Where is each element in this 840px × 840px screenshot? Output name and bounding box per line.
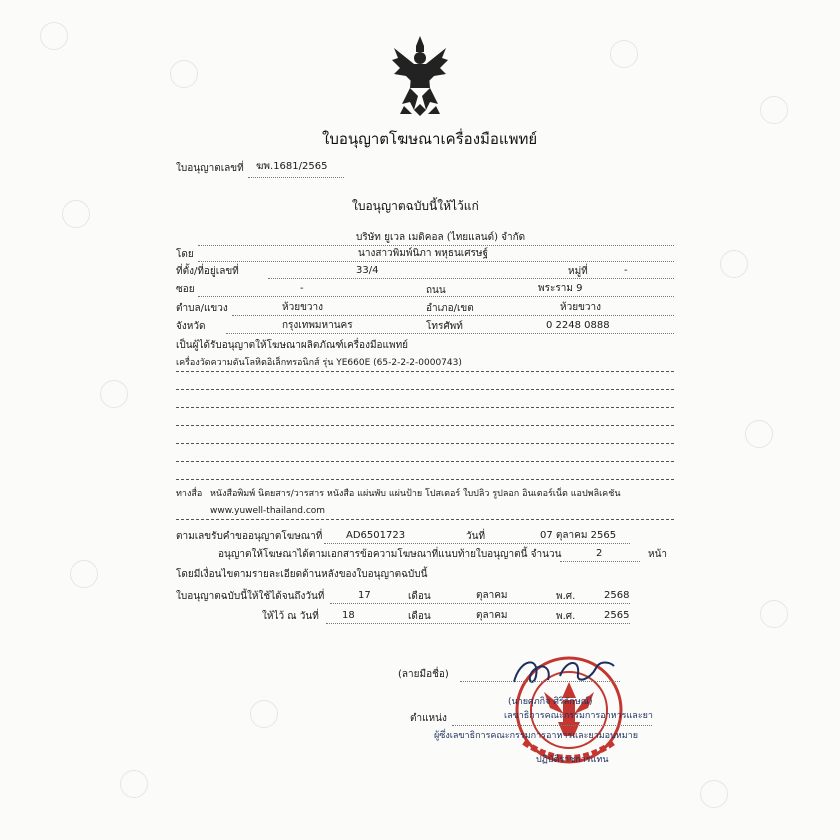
signature-scribble	[500, 652, 630, 692]
watermark	[170, 60, 198, 88]
document-title: ใบอนุญาตโฆษณาเครื่องมือแพทย์	[322, 130, 538, 148]
signer-name: (นายศุภกิจ ศิริลักษณ์)	[508, 697, 593, 707]
watermark	[610, 40, 638, 68]
position-label: ตำแหน่ง	[410, 713, 447, 724]
blank-line	[176, 371, 674, 372]
pages-unit: หน้า	[648, 549, 668, 560]
moo-value: -	[624, 265, 628, 276]
address-number: 33/4	[356, 265, 379, 276]
blank-line	[176, 519, 674, 520]
watermark	[720, 250, 748, 278]
district-label: อำเภอ/เขต	[426, 303, 474, 314]
licensee-statement: เป็นผู้ได้รับอนุญาตให้โฆษณาผลิตภัณฑ์เครื่องมือแพทย์	[176, 340, 409, 351]
watermark	[760, 96, 788, 124]
signer-role: ผู้ซึ่งเลขาธิการคณะกรรมการอาหารและยามอบหมาย	[434, 731, 638, 741]
website: www.yuwell-thailand.com	[210, 506, 326, 516]
license-number-label: ใบอนุญาตเลขที่	[176, 163, 244, 174]
product-name: เครื่องวัดความดันโลหิตอิเล็กทรอนิกส์ รุ่น YE660E (65-2-2-2-0000743)	[176, 358, 462, 368]
issued-on-day: 18	[342, 610, 355, 621]
valid-until-month-label: เดือน	[408, 591, 431, 602]
road-value: พระราม 9	[538, 283, 583, 294]
issued-on-label: ให้ไว้ ณ วันที่	[262, 611, 319, 622]
issued-on-year: 2565	[604, 610, 630, 621]
request-date-label: วันที่	[466, 531, 486, 542]
phone-value: 0 2248 0888	[546, 320, 610, 331]
dotted-line	[330, 603, 630, 604]
district-value: ห้วยขวาง	[560, 302, 602, 313]
province-label: จังหวัด	[176, 321, 206, 332]
soi-value: -	[300, 283, 304, 294]
subdistrict-label: ตำบล/แขวง	[176, 303, 228, 314]
watermark	[120, 770, 148, 798]
blank-line	[176, 389, 674, 390]
road-label: ถนน	[426, 285, 446, 296]
watermark	[70, 560, 98, 588]
moo-label: หมู่ที่	[568, 266, 588, 277]
media-types: หนังสือพิมพ์ นิตยสาร/วารสาร หนังสือ แผ่นพับ แผ่นป้าย โปสเตอร์ ใบปลิว รูปลอก อินเตอร์เน็ต แอปพลิเคชัน	[210, 489, 621, 499]
phone-label: โทรศัพท์	[426, 321, 463, 332]
dotted-line	[198, 296, 674, 297]
watermark	[40, 22, 68, 50]
dotted-line	[460, 681, 620, 682]
dotted-line	[248, 177, 344, 178]
pages-count: 2	[596, 548, 603, 559]
dotted-line	[268, 278, 674, 279]
dotted-line	[232, 315, 674, 316]
media-label: ทางสื่อ	[176, 489, 203, 499]
by-label: โดย	[176, 249, 194, 260]
dotted-line	[198, 245, 674, 246]
company-name: บริษัท ยูเวล เมดิคอล (ไทยแลนด์) จำกัด	[356, 232, 526, 243]
issued-on-month: ตุลาคม	[476, 610, 508, 621]
watermark	[745, 420, 773, 448]
request-number: AD6501723	[346, 530, 406, 541]
signer-title: เลขาธิการคณะกรรมการอาหารและยา	[504, 711, 653, 721]
valid-until-month: ตุลาคม	[476, 590, 508, 601]
granted-heading: ใบอนุญาตฉบับนี้ให้ไว้แก่	[352, 199, 479, 213]
dotted-line	[324, 543, 630, 544]
issued-on-month-label: เดือน	[408, 611, 431, 622]
dotted-line	[198, 261, 674, 262]
signature-label: (ลายมือชื่อ)	[398, 669, 449, 680]
address-number-label: ที่ตั้ง/ที่อยู่เลขที่	[176, 266, 239, 277]
dotted-line	[560, 561, 640, 562]
license-number: ฆพ.1681/2565	[256, 161, 328, 172]
pages-statement: อนุญาตให้โฆษณาได้ตามเอกสารข้อความโฆษณาที่แนบท้ายใบอนุญาตนี้ จำนวน	[218, 549, 562, 560]
blank-line	[176, 461, 674, 462]
dotted-line	[326, 623, 630, 624]
garuda-emblem-icon	[390, 34, 450, 118]
province-value: กรุงเทพมหานคร	[282, 320, 353, 331]
request-date: 07 ตุลาคม 2565	[540, 530, 617, 541]
subdistrict-value: ห้วยขวาง	[282, 302, 324, 313]
valid-until-year: 2568	[604, 590, 630, 601]
blank-line	[176, 479, 674, 480]
blank-line	[176, 407, 674, 408]
valid-until-day: 17	[358, 590, 371, 601]
valid-until-year-label: พ.ศ.	[556, 591, 576, 602]
watermark	[700, 780, 728, 808]
watermark	[760, 600, 788, 628]
valid-until-label: ใบอนุญาตฉบับนี้ให้ใช้ได้จนถึงวันที่	[176, 591, 325, 602]
watermark	[100, 380, 128, 408]
blank-line	[176, 425, 674, 426]
signer-line4: ปฏิบัติราชการแทน	[536, 755, 609, 765]
issued-on-year-label: พ.ศ.	[556, 611, 576, 622]
representative-name: นางสาวพิมพ์นิภา พหุธนเศรษฐ์	[358, 248, 489, 259]
dotted-line	[452, 725, 652, 726]
dotted-line	[226, 333, 674, 334]
watermark	[62, 200, 90, 228]
soi-label: ซอย	[176, 284, 195, 295]
watermark	[250, 700, 278, 728]
blank-line	[176, 443, 674, 444]
request-number-label: ตามเลขรับคำขออนุญาตโฆษณาที่	[176, 531, 323, 542]
conditions-statement: โดยมีเงื่อนไขตามรายละเอียดด้านหลังของใบอนุญาตฉบับนี้	[176, 569, 428, 580]
